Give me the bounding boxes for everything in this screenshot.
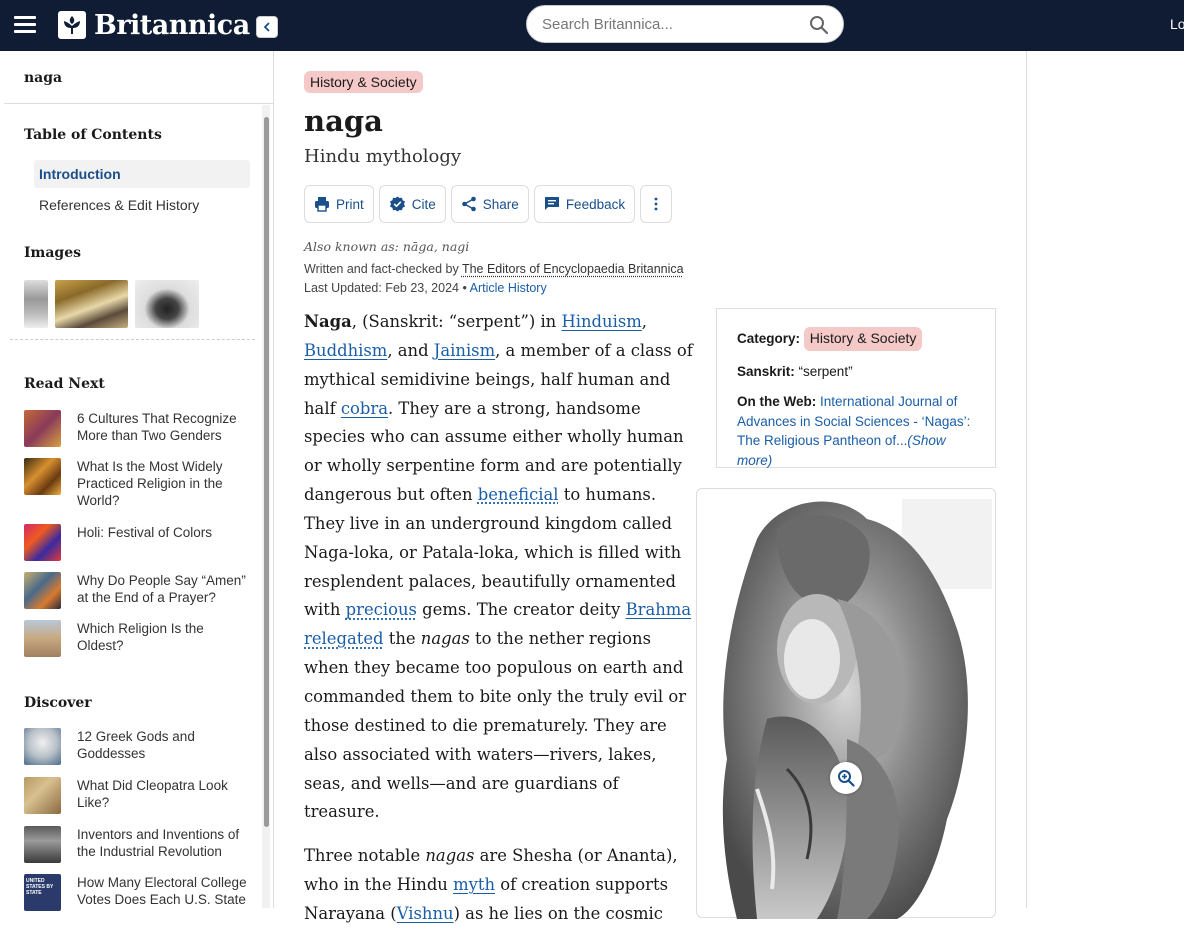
britannica-logo[interactable]	[58, 9, 250, 41]
category-label: Category:	[737, 331, 801, 346]
thistle-logo-icon	[58, 11, 86, 39]
read-next-thumbnail	[24, 410, 61, 447]
zoom-in-button[interactable]	[830, 762, 862, 794]
quick-facts-box	[716, 308, 996, 468]
link-cobra[interactable]: cobra	[340, 398, 389, 418]
feedback-label: Feedback	[565, 196, 626, 212]
text: , (Sanskrit: “serpent”) in	[351, 312, 562, 331]
share-label: Share	[482, 196, 519, 212]
read-next-label: What Is the Most Widely Practiced Religion in the World?	[77, 459, 223, 508]
sanskrit-value: “serpent”	[798, 363, 853, 379]
article-image[interactable]	[696, 488, 996, 918]
article-history-link[interactable]: Article History	[469, 281, 547, 295]
cite-button[interactable]	[379, 185, 446, 223]
cite-label: Cite	[411, 196, 436, 212]
link-myth[interactable]: myth	[453, 875, 496, 895]
feedback-icon	[544, 196, 560, 212]
sidebar	[4, 51, 274, 908]
read-next-thumbnail	[24, 572, 61, 609]
read-next-heading: Read Next	[24, 376, 105, 392]
text: to the nether regions when they became too populous on earth and commanded them to bite only the truly evil or those destined to die prematurely. They are also associated with waters—rivers, lakes, seas, and wells—and are guardians of treasure.	[304, 629, 687, 822]
verified-badge-icon	[389, 196, 406, 213]
vertical-dots-icon	[654, 197, 658, 211]
menu-icon[interactable]	[14, 16, 36, 34]
read-next-thumbnail	[24, 524, 61, 561]
discover-thumbnail	[24, 728, 61, 765]
discover-item[interactable]	[24, 728, 254, 765]
toc-heading: Table of Contents	[24, 127, 162, 143]
collapse-sidebar-button[interactable]	[256, 16, 278, 38]
link-vishnu[interactable]: Vishnu	[396, 903, 454, 923]
zoom-in-icon	[837, 769, 855, 787]
link-jainism[interactable]: Jainism	[433, 340, 496, 360]
read-next-item[interactable]	[24, 410, 254, 447]
read-next-label: Why Do People Say “Amen” at the End of a Prayer?	[77, 573, 246, 605]
sanskrit-row	[737, 362, 975, 382]
read-next-label: Which Religion Is the Oldest?	[77, 621, 204, 653]
more-options-button[interactable]	[640, 185, 672, 223]
read-next-item[interactable]	[24, 458, 254, 509]
discover-item[interactable]	[24, 777, 254, 814]
on-the-web-row	[737, 392, 975, 470]
chevron-left-icon	[263, 22, 271, 32]
read-next-label: 6 Cultures That Recognize More than Two Genders	[77, 411, 237, 443]
share-button[interactable]	[451, 185, 529, 223]
show-more-link[interactable]: (Show more)	[737, 433, 946, 468]
last-updated: Last Updated: Feb 23, 2024	[304, 281, 459, 295]
also-known-as: Also known as: nāga, nagi	[304, 239, 470, 254]
thumbnail-caption: UNITED STATES BY STATE	[26, 878, 54, 896]
written-by-prefix: Written and fact-checked by	[304, 262, 462, 276]
text: of creation supports Narayana (	[304, 875, 668, 923]
sidebar-header	[4, 51, 273, 104]
paragraph	[304, 308, 696, 827]
read-next-item[interactable]	[24, 524, 254, 561]
article-title: naga	[304, 104, 383, 138]
sidebar-scrollbar-thumb[interactable]	[264, 117, 269, 827]
italic-nagas: nagas	[425, 846, 475, 866]
divider	[10, 339, 255, 340]
toc-item-introduction[interactable]: Introduction	[34, 160, 250, 188]
discover-label: How Many Electoral College Votes Does Each U.S. State	[77, 875, 247, 907]
read-next-thumbnail	[24, 620, 61, 657]
read-next-thumbnail	[24, 458, 61, 495]
golden-naga-thumbnail[interactable]	[55, 280, 128, 328]
read-next-label: Holi: Festival of Colors	[77, 525, 213, 540]
separator: •	[458, 281, 470, 295]
login-link[interactable]: Lo	[1170, 16, 1186, 32]
discover-thumbnail	[24, 874, 61, 911]
search-icon[interactable]	[809, 15, 829, 35]
text: to humans. They live in an underground kingdom called Naga-loka, or Patala-loka, which is filled with resplendent palaces, beautifully ornamented with	[304, 485, 682, 620]
discover-label: What Did Cleopatra Look Like?	[77, 778, 228, 810]
category-tag[interactable]: History & Society	[304, 71, 423, 93]
text: are Shesha (or Ananta), who in the Hindu	[304, 846, 678, 895]
link-beneficial[interactable]: beneficial	[477, 485, 559, 505]
text: , a member of a class of mythical semidivine beings, half human and half	[304, 340, 693, 418]
discover-item[interactable]	[24, 874, 254, 911]
toc-item-references[interactable]: References & Edit History	[39, 197, 200, 213]
text: . They are a strong, handsome species who can assume either wholly human or wholly serpentine form and are potentially dangerous but often	[304, 398, 684, 505]
update-line	[304, 281, 547, 295]
images-heading: Images	[24, 245, 82, 261]
printer-icon	[314, 196, 330, 212]
link-precious[interactable]: precious	[345, 600, 417, 620]
article-main	[274, 51, 1027, 923]
author-line	[304, 262, 684, 276]
search-box	[526, 5, 844, 43]
text: ,	[641, 312, 648, 331]
discover-thumbnail	[24, 826, 61, 863]
paragraph	[304, 842, 696, 929]
naga-sculpture-thumbnail[interactable]	[24, 280, 48, 328]
discover-label: 12 Greek Gods and Goddesses	[77, 729, 195, 761]
top-navigation-bar	[0, 0, 1184, 51]
link-relegated[interactable]: relegated	[304, 629, 384, 649]
serpent-figure-thumbnail[interactable]	[135, 280, 199, 328]
search-input[interactable]	[542, 16, 792, 33]
text: Three notable	[304, 846, 426, 866]
feedback-button[interactable]	[534, 185, 635, 223]
text: gems. The creator deity	[416, 600, 626, 620]
sanskrit-label: Sanskrit:	[737, 363, 795, 379]
share-icon	[461, 196, 477, 212]
link-hinduism[interactable]: Hinduism	[561, 312, 642, 331]
image-thumbnails	[24, 280, 199, 328]
print-label: Print	[336, 196, 364, 212]
link-brahma[interactable]: Brahma	[625, 600, 692, 620]
term-naga: Naga	[304, 312, 352, 331]
brand-name: Britannica	[94, 9, 250, 41]
category-row	[737, 327, 975, 351]
text: the	[383, 629, 421, 649]
discover-heading: Discover	[24, 695, 92, 711]
discover-item[interactable]	[24, 826, 254, 863]
article-body	[304, 308, 696, 944]
web-reference-link[interactable]: International Journal of Advances in Social Sciences - ‘Nagas’: The Religious Pantheon of...	[737, 394, 971, 448]
text: , and	[387, 340, 434, 360]
read-next-item[interactable]	[24, 620, 254, 657]
naga-stone-sculpture-image	[697, 489, 997, 919]
category-value-tag[interactable]: History & Society	[804, 327, 923, 351]
author-link[interactable]: The Editors of Encyclopaedia Britannica	[461, 262, 684, 276]
article-actions	[304, 185, 672, 223]
print-button[interactable]	[304, 185, 374, 223]
discover-thumbnail	[24, 777, 61, 814]
sidebar-article-title: naga	[24, 70, 63, 86]
link-buddhism[interactable]: Buddhism	[304, 340, 388, 360]
web-label: On the Web:	[737, 394, 817, 409]
discover-label: Inventors and Inventions of the Industrial Revolution	[77, 827, 240, 859]
italic-nagas: nagas	[420, 629, 470, 649]
read-next-item[interactable]	[24, 572, 254, 609]
article-subtitle: Hindu mythology	[304, 146, 462, 167]
text: ) as he lies on the cosmic	[453, 903, 663, 923]
